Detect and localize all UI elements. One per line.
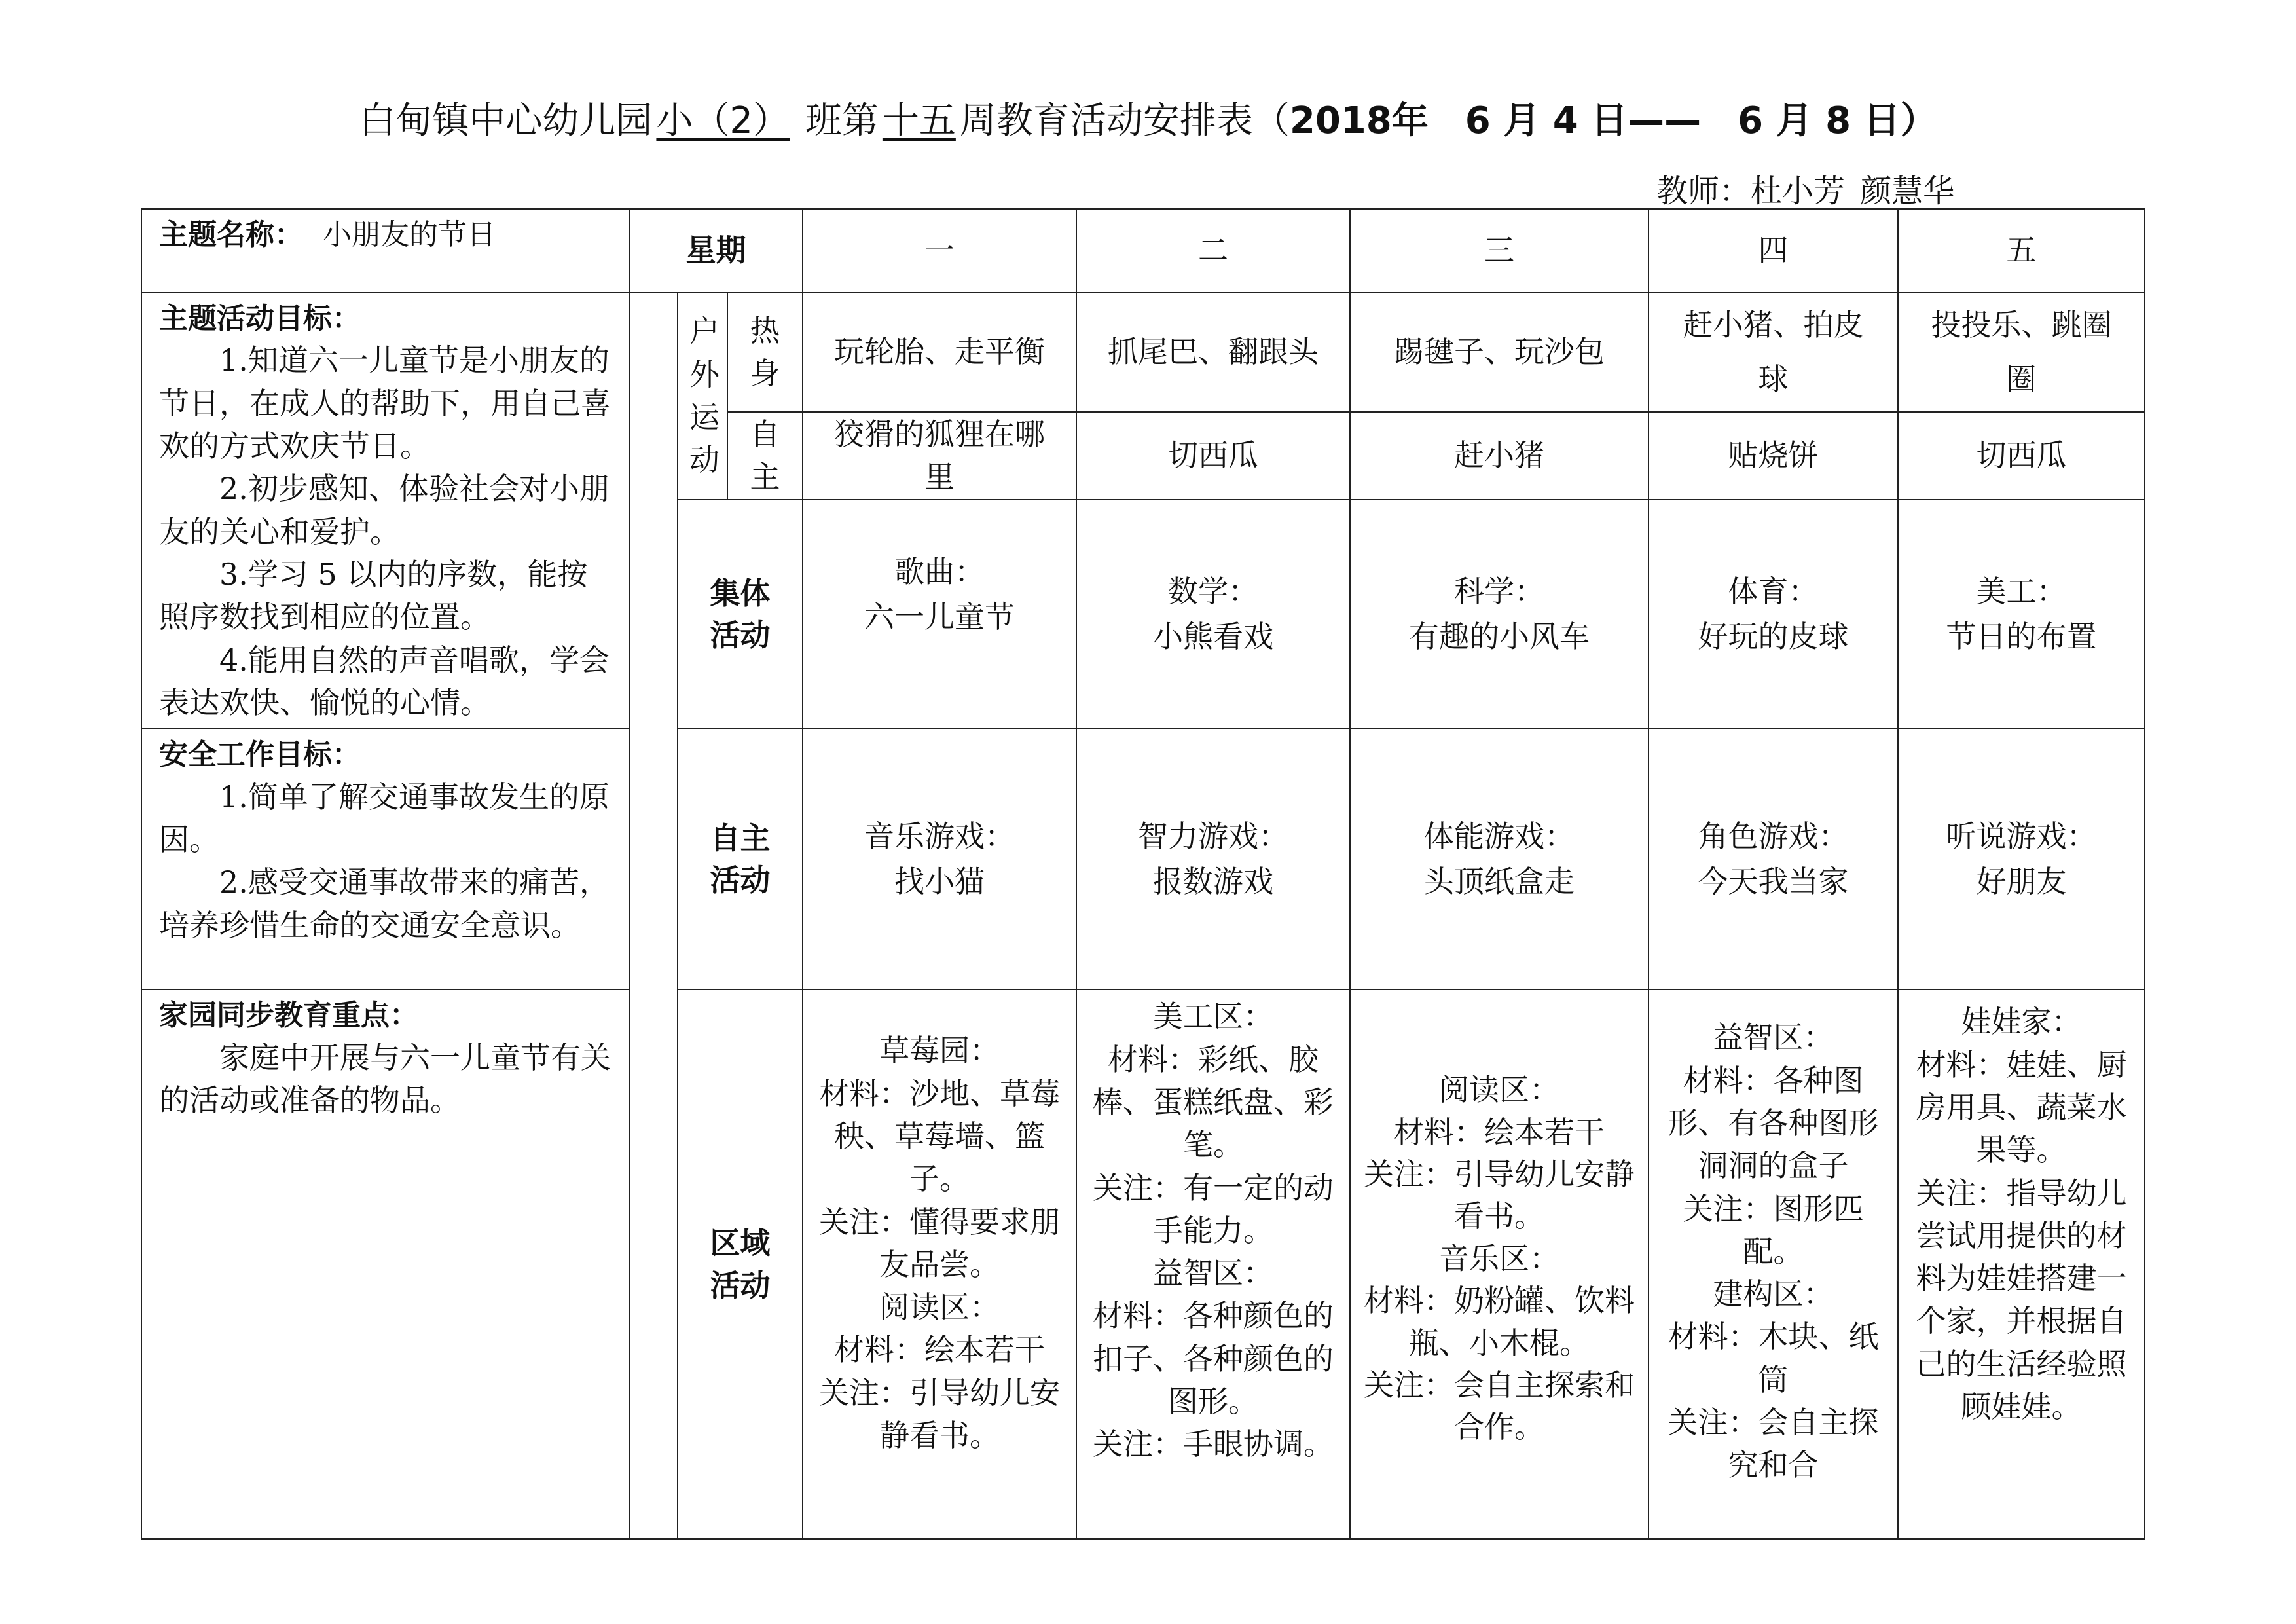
- safety-item: 1.简单了解交通事故发生的原因。: [159, 779, 610, 858]
- safety-cell: [141, 729, 629, 989]
- group-day-5: 美工： 节日的布置: [1898, 500, 2145, 729]
- group-day-2: 数学： 小熊看戏: [1076, 500, 1350, 729]
- goals-title: 主题活动目标：: [159, 302, 361, 335]
- day-4: 四: [1649, 209, 1898, 293]
- class-suffix: 班第: [805, 100, 879, 142]
- theme-name-cell: [141, 209, 629, 293]
- free-day-1: 狡猾的狐狸在哪里: [803, 412, 1076, 500]
- safety-item: 2.感受交通事故带来的痛苦，培养珍惜生命的交通安全意识。: [159, 864, 610, 943]
- warmup-day-1: 玩轮胎、走平衡: [803, 293, 1076, 412]
- self-play-day-4: 角色游戏： 今天我当家: [1649, 729, 1898, 989]
- group-day-4: 体育： 好玩的皮球: [1649, 500, 1898, 729]
- week-number: 十五: [882, 100, 956, 142]
- free-day-4: 贴烧饼: [1649, 412, 1898, 500]
- plan-table: [141, 208, 2145, 1540]
- school-name: 白甸镇中心幼儿园: [359, 100, 653, 142]
- self-play-day-2: 智力游戏： 报数游戏: [1076, 729, 1350, 989]
- header-row: [141, 209, 2145, 293]
- goals-cell: [141, 293, 629, 729]
- free-day-2: 切西瓜: [1076, 412, 1350, 500]
- free-label: 自主: [727, 412, 803, 500]
- free-day-5: 切西瓜: [1898, 412, 2145, 500]
- date-range: 年 6 月 4 日—— 6 月 8 日）: [1391, 100, 1937, 142]
- year: 2018: [1289, 100, 1392, 142]
- group-label: 集体活动: [678, 500, 803, 729]
- area-day-4: 益智区： 材料：各种图形、有各种图形洞洞的盒子 关注：图形匹配。 建构区： 材料：木块、纸筒 关注：会自主探究和合: [1649, 989, 1898, 1539]
- goal-item: 4.能用自然的声音唱歌，学会表达欢快、愉悦的心情。: [159, 642, 610, 720]
- self-play-day-3: 体能游戏： 头顶纸盒走: [1350, 729, 1649, 989]
- area-day-5: 娃娃家： 材料：娃娃、厨房用具、蔬菜水果等。 关注：指导幼儿尝试用提供的材料为娃娃搭建一个家，并根据自己的生活经验照顾娃娃。: [1898, 989, 2145, 1539]
- group-day-3: 科学： 有趣的小风车: [1350, 500, 1649, 729]
- class-name: 小（2）: [656, 100, 790, 142]
- area-day-2: 美工区： 材料：彩纸、胶棒、蛋糕纸盘、彩笔。 关注：有一定的动手能力。 益智区： 材料：各种颜色的扣子、各种颜色的图形。 关注：手眼协调。: [1076, 989, 1350, 1539]
- warmup-day-3: 踢毽子、玩沙包: [1350, 293, 1649, 412]
- warmup-day-4: 赶小猪、拍皮球: [1649, 293, 1898, 412]
- home-title: 家园同步教育重点：: [159, 999, 418, 1033]
- safety-title: 安全工作目标：: [159, 738, 361, 772]
- teacher-name-2: 颜慧华: [1860, 173, 1955, 210]
- theme-value: 小朋友的节日: [323, 218, 496, 251]
- warmup-row: [141, 293, 2145, 412]
- group-day-1: 歌曲： 六一儿童节: [803, 500, 1076, 729]
- home-cell: [141, 989, 629, 1539]
- goal-item: 3.学习 5 以内的序数，能按照序数找到相应的位置。: [159, 557, 588, 635]
- day-2: 二: [1076, 209, 1350, 293]
- home-text: 家庭中开展与六一儿童节有关的活动或准备的物品。: [159, 1039, 611, 1118]
- day-3: 三: [1350, 209, 1649, 293]
- goal-item: 2.初步感知、体验社会对小朋友的关心和爱护。: [159, 471, 610, 549]
- day-5: 五: [1898, 209, 2145, 293]
- spacer-column: [629, 293, 678, 1539]
- goal-item: 1.知道六一儿童节是小朋友的节日，在成人的帮助下，用自己喜欢的方式欢庆节日。: [159, 342, 611, 464]
- teacher-label: 教师：杜小芳: [1656, 173, 1846, 210]
- outdoor-label: 户外运动: [678, 293, 727, 500]
- self-play-day-5: 听说游戏： 好朋友: [1898, 729, 2145, 989]
- free-day-3: 赶小猪: [1350, 412, 1649, 500]
- self-play-label: 自主活动: [678, 729, 803, 989]
- warmup-day-2: 抓尾巴、翻跟头: [1076, 293, 1350, 412]
- week-suffix: 周教育活动安排表（: [959, 100, 1290, 142]
- warmup-label: 热身: [727, 293, 803, 412]
- teacher-line: [1656, 166, 1959, 211]
- theme-label: 主题名称：: [159, 218, 303, 251]
- area-row: [141, 989, 2145, 1539]
- area-day-1: 草莓园： 材料：沙地、草莓秧、草莓墙、篮子。 关注：懂得要求朋友品尝。 阅读区： 材料：绘本若干 关注：引导幼儿安静看书。: [803, 989, 1076, 1539]
- area-day-3: 阅读区： 材料：绘本若干 关注：引导幼儿安静看书。 音乐区： 材料：奶粉罐、饮料瓶、小木棍。 关注：会自主探索和合作。: [1350, 989, 1649, 1539]
- day-1: 一: [803, 209, 1076, 293]
- self-play-day-1: 音乐游戏： 找小猫: [803, 729, 1076, 989]
- weekday-label: 星期: [629, 209, 803, 293]
- area-label: 区域活动: [678, 989, 803, 1539]
- page-title: [0, 92, 2296, 144]
- warmup-day-5: 投投乐、跳圈圈: [1898, 293, 2145, 412]
- self-play-row: [141, 729, 2145, 989]
